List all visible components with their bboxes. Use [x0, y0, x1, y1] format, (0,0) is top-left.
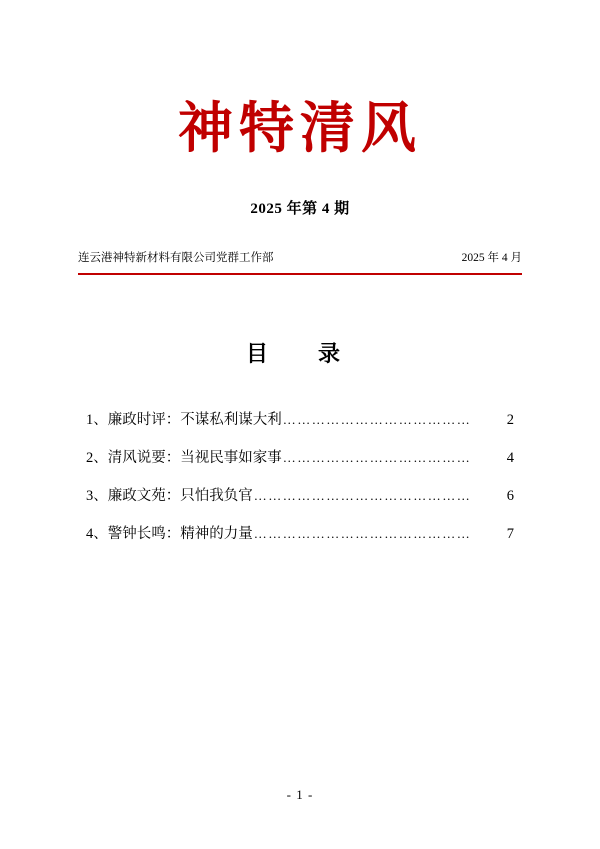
toc-entry[interactable]	[86, 410, 514, 431]
toc-heading: 目 录	[245, 341, 354, 367]
toc-entry-page: 4	[506, 450, 514, 467]
toc-entry-page: 2	[506, 412, 514, 429]
toc-entry[interactable]	[86, 486, 514, 507]
toc-entry-page: 6	[506, 488, 514, 505]
red-divider	[78, 273, 522, 275]
toc-entry[interactable]	[86, 448, 514, 469]
toc-entry-label: 4、警钟长鸣：精神的力量	[86, 526, 253, 543]
publication-date: 2025 年 4 月	[461, 252, 522, 265]
toc-entry-label: 1、廉政时评：不谋私利谋大利	[86, 412, 282, 429]
toc-entry-page: 7	[506, 526, 514, 543]
toc-entry-dots: …………………………………	[282, 450, 472, 466]
toc-entry-label: 3、廉政文苑：只怕我负官	[86, 488, 253, 505]
toc-entry-dots: …………………………………	[282, 412, 472, 428]
toc-entry-dots: ………………………………………	[253, 526, 472, 542]
toc-entry[interactable]	[86, 524, 514, 545]
issue-number: 2025 年第 4 期	[250, 201, 350, 218]
toc-list	[78, 410, 522, 545]
page-number-footer: - 1 -	[286, 787, 314, 802]
masthead-title: 神特清风	[177, 95, 422, 160]
publisher-name: 连云港神特新材料有限公司党群工作部	[78, 252, 274, 265]
toc-entry-dots: ………………………………………	[253, 488, 472, 504]
publisher-meta-row	[78, 250, 522, 266]
toc-entry-label: 2、清风说要：当视民事如家事	[86, 450, 282, 467]
